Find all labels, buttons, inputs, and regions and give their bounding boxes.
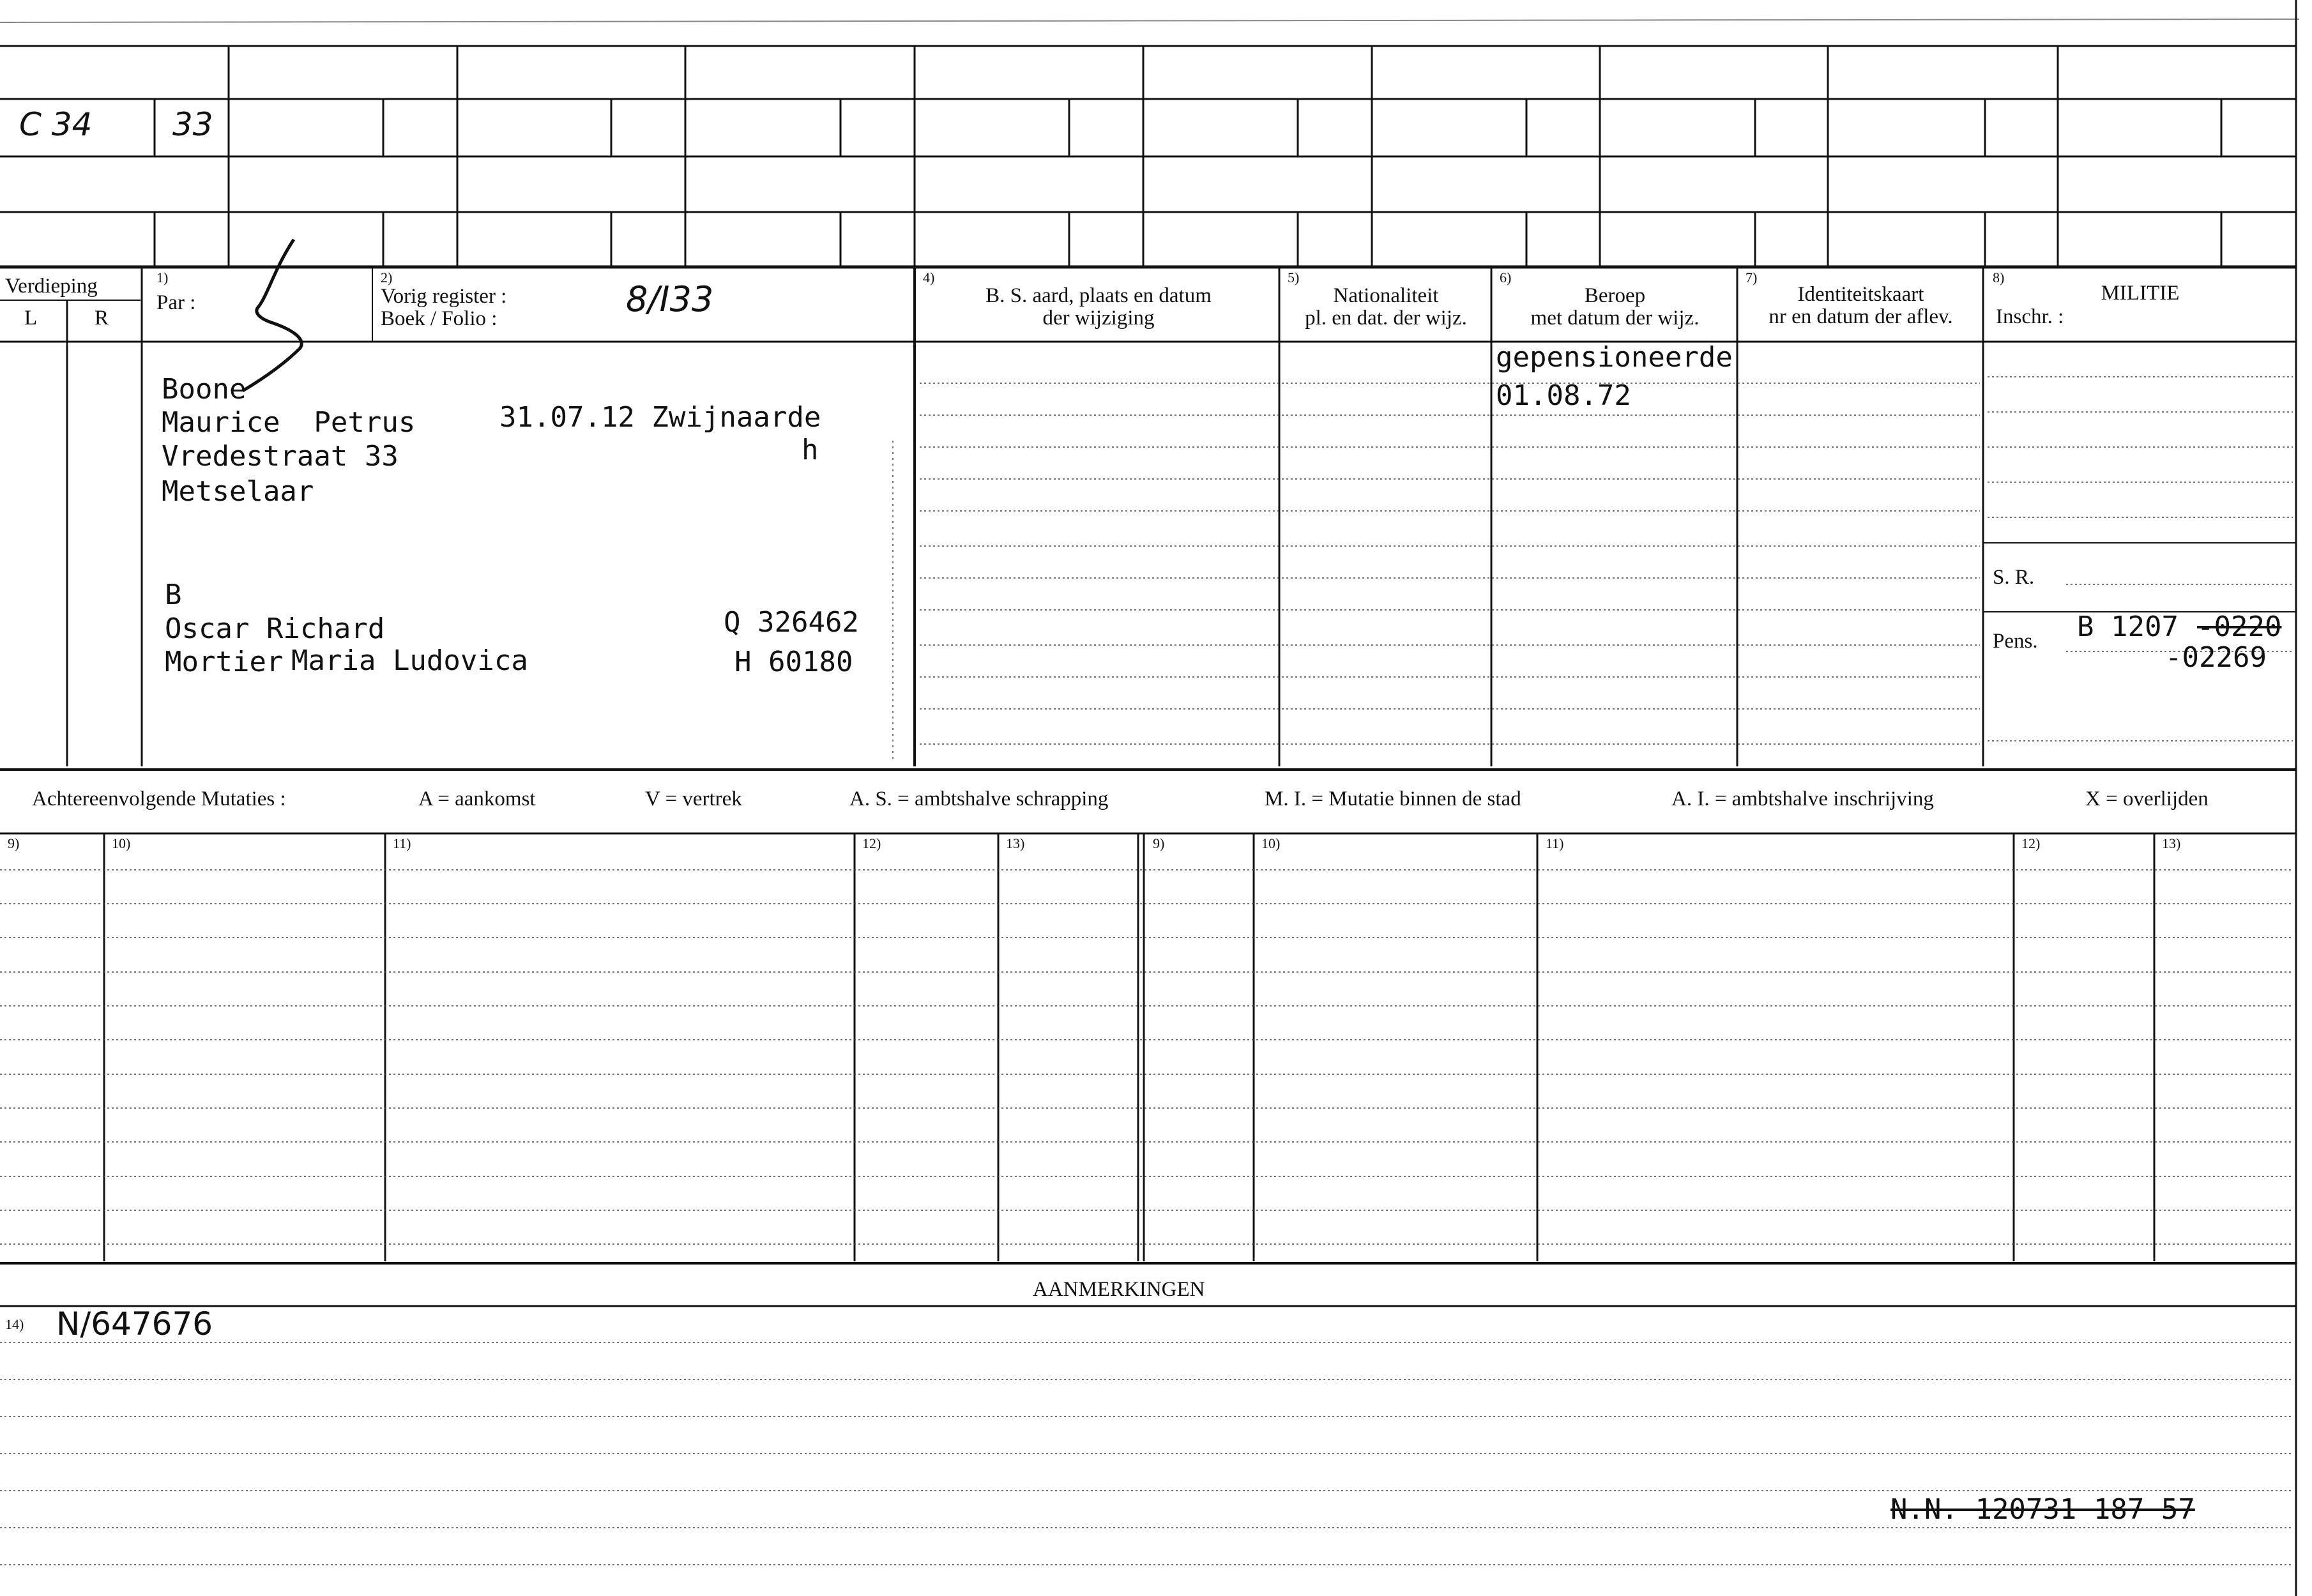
person-occupation: Metselaar (162, 475, 314, 508)
verdieping-r-label: R (95, 307, 109, 330)
mut-col-11b: 11) (1546, 835, 1564, 851)
person-birth: 31.07.12 Zwijnaarde (499, 401, 821, 434)
father-id: Q 326462 (724, 606, 859, 639)
mother-given-names: Maria Ludovica (291, 644, 528, 677)
bs-label-line1: B. S. aard, plaats en datum (985, 284, 1212, 307)
mut-col-13b: 13) (2162, 835, 2181, 851)
aanmerkingen-value: N/647676 (56, 1305, 213, 1342)
pens-label: Pens. (1993, 630, 2038, 653)
person-given-names: Maurice Petrus (162, 406, 416, 439)
pens-value-struck: -0220 (2197, 611, 2282, 643)
field-1-number: 1) (156, 270, 169, 285)
mut-col-9: 9) (8, 835, 20, 851)
militie-label: MILITIE (2101, 282, 2180, 305)
field-5-number: 5) (1288, 270, 1300, 285)
legend-overlijden: X = overlijden (2085, 787, 2209, 810)
mut-col-9b: 9) (1153, 835, 1165, 851)
beroep-date: 01.08.72 (1496, 379, 1631, 412)
beroep-label-line1: Beroep (1584, 284, 1646, 307)
top-code-left: C 34 (19, 106, 93, 143)
beroep-value: gepensioneerde (1496, 341, 1733, 374)
father-name: Oscar Richard (165, 612, 385, 645)
aanmerkingen-title: AANMERKINGEN (1033, 1278, 1205, 1301)
nationaliteit-label-line2: pl. en dat. der wijz. (1305, 307, 1467, 330)
field-2-number: 2) (381, 270, 393, 285)
inschr-label: Inschr. : (1996, 305, 2064, 328)
verdieping-l-label: L (24, 307, 38, 330)
sr-label: S. R. (1993, 566, 2035, 589)
mother-surname: Mortier (165, 646, 284, 678)
legend-aankomst: A = aankomst (418, 787, 536, 810)
field-14-number: 14) (5, 1316, 24, 1332)
person-sex: h (802, 434, 819, 466)
vorig-register-value: 8/I33 (626, 279, 714, 319)
identiteitskaart-label-line1: Identiteitskaart (1797, 283, 1924, 306)
field-6-number: 6) (1500, 270, 1512, 285)
person-address: Vredestraat 33 (162, 440, 399, 473)
par-label: Par : (156, 291, 196, 314)
mut-col-12b: 12) (2021, 835, 2041, 851)
nationaliteit-label-line1: Nationaliteit (1333, 284, 1439, 307)
bs-label-line2: der wijziging (1042, 307, 1155, 330)
legend-mutatie-binnen-stad: M. I. = Mutatie binnen de stad (1265, 787, 1521, 810)
mut-col-10: 10) (112, 835, 131, 851)
pens-value-line2: -02269 (2165, 641, 2267, 674)
mother-id: H 60180 (734, 646, 853, 678)
vorig-register-label: Vorig register : (381, 285, 507, 308)
field-4-number: 4) (923, 270, 935, 285)
mut-col-11: 11) (393, 835, 411, 851)
top-code-right: 33 (172, 106, 213, 143)
national-number: N.N. 120731 187 57 (1890, 1493, 2195, 1526)
legend-vertrek: V = vertrek (645, 787, 742, 810)
field-7-number: 7) (1745, 270, 1758, 285)
mutations-legend-title: Achtereenvolgende Mutaties : (32, 787, 286, 810)
field-8-number: 8) (1993, 270, 2005, 285)
boek-folio-label: Boek / Folio : (381, 307, 498, 330)
identiteitskaart-label-line2: nr en datum der aflev. (1768, 305, 1953, 328)
beroep-label-line2: met datum der wijz. (1530, 307, 1700, 330)
person-surname: Boone (162, 373, 247, 406)
verdieping-label: Verdieping (5, 275, 98, 298)
mut-col-10b: 10) (1261, 835, 1281, 851)
legend-ambtshalve-inschrijving: A. I. = ambtshalve inschrijving (1671, 787, 1934, 810)
mut-col-12: 12) (862, 835, 881, 851)
mut-col-13: 13) (1006, 835, 1025, 851)
legend-ambtshalve-schrapping: A. S. = ambtshalve schrapping (849, 787, 1109, 810)
pens-value: B 1207 (2077, 611, 2179, 643)
parent-initial: B (165, 579, 182, 611)
